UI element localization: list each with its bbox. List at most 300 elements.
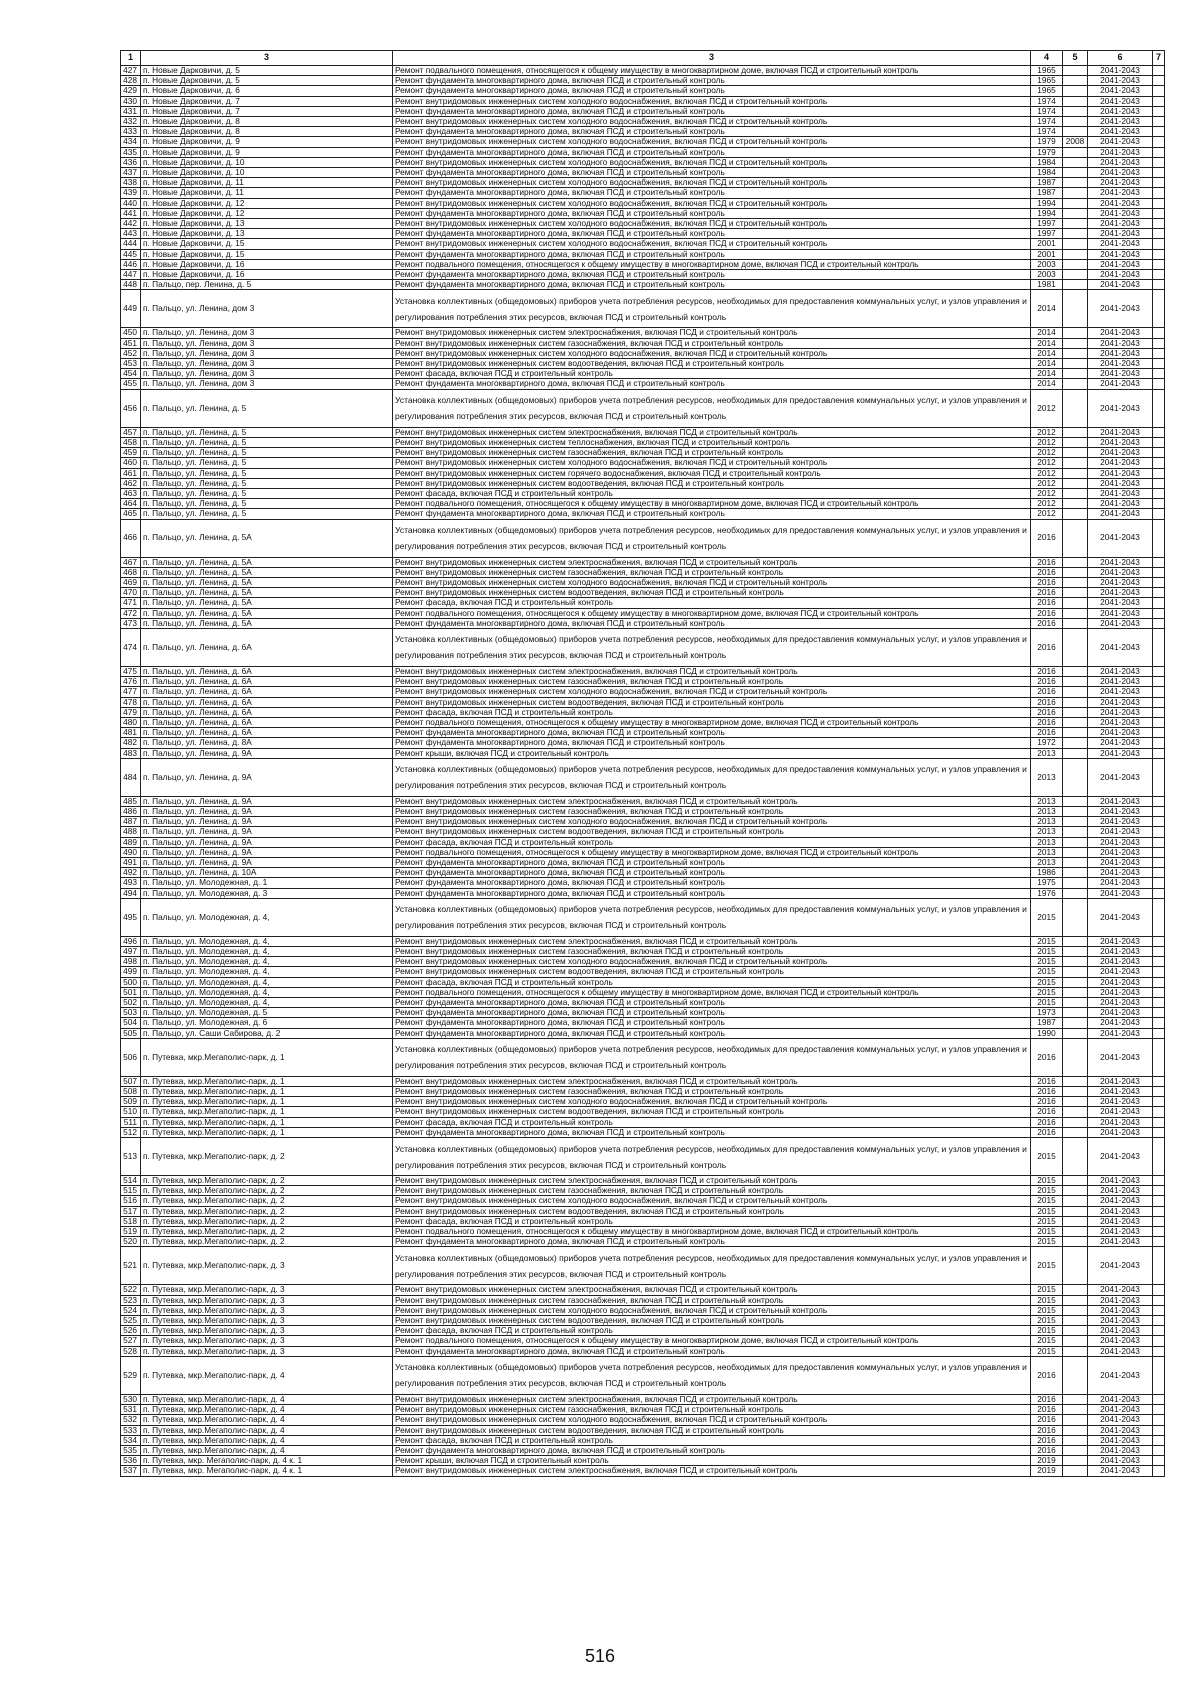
- address-cell: п. Новые Дарковичи, д. 9: [141, 137, 393, 147]
- address-cell: п. Пальцо, ул. Ленина, д. 5: [141, 448, 393, 458]
- table-row: [121, 147, 1165, 157]
- planned-period-cell: 2041-2043: [1088, 117, 1153, 127]
- year-repaired-cell: [1063, 359, 1088, 369]
- planned-period-cell: 2041-2043: [1088, 677, 1153, 687]
- table-row: [121, 437, 1165, 447]
- extra-cell: [1153, 677, 1165, 687]
- planned-period-cell: 2041-2043: [1088, 936, 1153, 946]
- work-type-cell: Ремонт фундамента многоквартирного дома, включая ПСД и строительный контроль: [393, 1008, 1031, 1018]
- row-number: 461: [121, 468, 141, 478]
- row-number: 524: [121, 1305, 141, 1315]
- year-built-cell: 2012: [1031, 478, 1063, 488]
- address-cell: п. Пальцо, ул. Саши Сабирова, д. 2: [141, 1028, 393, 1038]
- work-type-cell: Ремонт внутридомовых инженерных систем электроснабжения, включая ПСД и строительный контроль: [393, 1176, 1031, 1186]
- extra-cell: [1153, 290, 1165, 328]
- col-header-extra: 7: [1153, 51, 1165, 66]
- row-number: 483: [121, 748, 141, 758]
- table-row: [121, 577, 1165, 587]
- planned-period-cell: 2041-2043: [1088, 1206, 1153, 1216]
- row-number: 506: [121, 1038, 141, 1076]
- table-row: [121, 697, 1165, 707]
- planned-period-cell: 2041-2043: [1088, 458, 1153, 468]
- work-type-cell: Ремонт фасада, включая ПСД и строительный контроль: [393, 1326, 1031, 1336]
- year-repaired-cell: [1063, 577, 1088, 587]
- table-row: [121, 178, 1165, 188]
- year-repaired-cell: [1063, 509, 1088, 519]
- address-cell: п. Новые Дарковичи, д. 8: [141, 117, 393, 127]
- year-built-cell: 1979: [1031, 147, 1063, 157]
- row-number: 468: [121, 567, 141, 577]
- address-cell: п. Новые Дарковичи, д. 15: [141, 249, 393, 259]
- year-repaired-cell: [1063, 448, 1088, 458]
- work-type-cell: Ремонт фундамента многоквартирного дома, включая ПСД и строительный контроль: [393, 270, 1031, 280]
- work-type-cell: Ремонт внутридомовых инженерных систем электроснабжения, включая ПСД и строительный контроль: [393, 1076, 1031, 1086]
- extra-cell: [1153, 499, 1165, 509]
- address-cell: п. Путевка, мкр. Мегаполис-парк, д. 4 к. 1: [141, 1466, 393, 1476]
- row-number: 449: [121, 290, 141, 328]
- row-number: 442: [121, 219, 141, 229]
- row-number: 494: [121, 888, 141, 898]
- extra-cell: [1153, 488, 1165, 498]
- table-row: [121, 106, 1165, 116]
- year-built-cell: 2012: [1031, 427, 1063, 437]
- extra-cell: [1153, 1295, 1165, 1305]
- year-built-cell: 2015: [1031, 1247, 1063, 1285]
- year-repaired-cell: [1063, 1117, 1088, 1127]
- row-number: 490: [121, 847, 141, 857]
- address-cell: п. Путевка, мкр.Мегаполис-парк, д. 4: [141, 1445, 393, 1455]
- address-cell: п. Пальцо, ул. Ленина, д. 10А: [141, 868, 393, 878]
- extra-cell: [1153, 239, 1165, 249]
- year-built-cell: 2015: [1031, 898, 1063, 936]
- year-repaired-cell: [1063, 1127, 1088, 1137]
- year-repaired-cell: [1063, 598, 1088, 608]
- work-type-cell: Установка коллективных (общедомовых) приборов учета потребления ресурсов, необходимых для предоставления коммунальных услуг, и узлов управления и регулирования потребления этих ресурсов, включая ПСД и строительный контроль: [393, 519, 1031, 557]
- address-cell: п. Путевка, мкр.Мегаполис-парк, д. 1: [141, 1117, 393, 1127]
- row-number: 493: [121, 878, 141, 888]
- row-number: 511: [121, 1117, 141, 1127]
- year-repaired-cell: 2008: [1063, 137, 1088, 147]
- extra-cell: [1153, 280, 1165, 290]
- planned-period-cell: 2041-2043: [1088, 817, 1153, 827]
- year-repaired-cell: [1063, 437, 1088, 447]
- year-built-cell: 1974: [1031, 117, 1063, 127]
- year-repaired-cell: [1063, 178, 1088, 188]
- table-row: [121, 957, 1165, 967]
- work-type-cell: Ремонт внутридомовых инженерных систем газоснабжения, включая ПСД и строительный контроль: [393, 567, 1031, 577]
- work-type-cell: Ремонт фундамента многоквартирного дома, включая ПСД и строительный контроль: [393, 106, 1031, 116]
- year-repaired-cell: [1063, 738, 1088, 748]
- planned-period-cell: 2041-2043: [1088, 697, 1153, 707]
- year-repaired-cell: [1063, 1425, 1088, 1435]
- work-type-cell: Ремонт фундамента многоквартирного дома, включая ПСД и строительный контроль: [393, 1445, 1031, 1455]
- extra-cell: [1153, 837, 1165, 847]
- table-row: [121, 157, 1165, 167]
- year-built-cell: 2016: [1031, 717, 1063, 727]
- address-cell: п. Путевка, мкр.Мегаполис-парк, д. 2: [141, 1176, 393, 1186]
- extra-cell: [1153, 1305, 1165, 1315]
- planned-period-cell: 2041-2043: [1088, 847, 1153, 857]
- row-number: 517: [121, 1206, 141, 1216]
- address-cell: п. Путевка, мкр.Мегаполис-парк, д. 3: [141, 1336, 393, 1346]
- row-number: 451: [121, 338, 141, 348]
- extra-cell: [1153, 328, 1165, 338]
- row-number: 443: [121, 229, 141, 239]
- address-cell: п. Пальцо, ул. Молодежная, д. 4,: [141, 998, 393, 1008]
- year-repaired-cell: [1063, 1028, 1088, 1038]
- work-type-cell: Ремонт внутридомовых инженерных систем газоснабжения, включая ПСД и строительный контроль: [393, 1295, 1031, 1305]
- table-row: [121, 888, 1165, 898]
- address-cell: п. Новые Дарковичи, д. 9: [141, 147, 393, 157]
- address-cell: п. Пальцо, ул. Ленина, дом 3: [141, 290, 393, 328]
- work-type-cell: Ремонт фундамента многоквартирного дома, включая ПСД и строительный контроль: [393, 86, 1031, 96]
- year-repaired-cell: [1063, 198, 1088, 208]
- work-type-cell: Ремонт внутридомовых инженерных систем холодного водоснабжения, включая ПСД и строительный контроль: [393, 198, 1031, 208]
- table-row: [121, 280, 1165, 290]
- extra-cell: [1153, 1206, 1165, 1216]
- work-type-cell: Ремонт внутридомовых инженерных систем холодного водоснабжения, включая ПСД и строительный контроль: [393, 577, 1031, 587]
- year-built-cell: 2019: [1031, 1466, 1063, 1476]
- year-repaired-cell: [1063, 748, 1088, 758]
- extra-cell: [1153, 1227, 1165, 1237]
- work-type-cell: Ремонт фундамента многоквартирного дома, включая ПСД и строительный контроль: [393, 1028, 1031, 1038]
- year-built-cell: 2012: [1031, 448, 1063, 458]
- work-type-cell: Ремонт фундамента многоквартирного дома, включая ПСД и строительный контроль: [393, 857, 1031, 867]
- extra-cell: [1153, 1196, 1165, 1206]
- work-type-cell: Ремонт внутридомовых инженерных систем холодного водоснабжения, включая ПСД и строительный контроль: [393, 219, 1031, 229]
- year-built-cell: 1984: [1031, 168, 1063, 178]
- row-number: 457: [121, 427, 141, 437]
- address-cell: п. Пальцо, ул. Ленина, д. 9А: [141, 857, 393, 867]
- planned-period-cell: 2041-2043: [1088, 280, 1153, 290]
- year-built-cell: 2016: [1031, 677, 1063, 687]
- row-number: 450: [121, 328, 141, 338]
- year-repaired-cell: [1063, 147, 1088, 157]
- table-row: [121, 219, 1165, 229]
- year-built-cell: 2016: [1031, 567, 1063, 577]
- row-number: 454: [121, 369, 141, 379]
- planned-period-cell: 2041-2043: [1088, 188, 1153, 198]
- row-number: 445: [121, 249, 141, 259]
- row-number: 523: [121, 1295, 141, 1305]
- work-type-cell: Ремонт внутридомовых инженерных систем холодного водоснабжения, включая ПСД и строительный контроль: [393, 137, 1031, 147]
- table-row: [121, 837, 1165, 847]
- address-cell: п. Пальцо, ул. Ленина, д. 5: [141, 468, 393, 478]
- year-built-cell: 1979: [1031, 137, 1063, 147]
- planned-period-cell: 2041-2043: [1088, 717, 1153, 727]
- year-repaired-cell: [1063, 608, 1088, 618]
- extra-cell: [1153, 618, 1165, 628]
- year-repaired-cell: [1063, 168, 1088, 178]
- year-built-cell: 2014: [1031, 338, 1063, 348]
- work-type-cell: Установка коллективных (общедомовых) приборов учета потребления ресурсов, необходимых для предоставления коммунальных услуг, и узлов управления и регулирования потребления этих ресурсов, включая ПСД и строительный контроль: [393, 1247, 1031, 1285]
- work-type-cell: Ремонт внутридомовых инженерных систем водоотведения, включая ПСД и строительный контроль: [393, 478, 1031, 488]
- planned-period-cell: 2041-2043: [1088, 557, 1153, 567]
- year-repaired-cell: [1063, 488, 1088, 498]
- extra-cell: [1153, 717, 1165, 727]
- address-cell: п. Пальцо, ул. Ленина, д. 6А: [141, 697, 393, 707]
- extra-cell: [1153, 957, 1165, 967]
- year-built-cell: 2016: [1031, 1097, 1063, 1107]
- planned-period-cell: 2041-2043: [1088, 967, 1153, 977]
- table-row: [121, 478, 1165, 488]
- year-repaired-cell: [1063, 1247, 1088, 1285]
- address-cell: п. Пальцо, пер. Ленина, д. 5: [141, 280, 393, 290]
- table-row: [121, 796, 1165, 806]
- planned-period-cell: 2041-2043: [1088, 96, 1153, 106]
- year-built-cell: 2016: [1031, 728, 1063, 738]
- year-built-cell: 2015: [1031, 998, 1063, 1008]
- year-repaired-cell: [1063, 567, 1088, 577]
- year-repaired-cell: [1063, 106, 1088, 116]
- year-built-cell: 2013: [1031, 806, 1063, 816]
- work-type-cell: Ремонт внутридомовых инженерных систем холодного водоснабжения, включая ПСД и строительный контроль: [393, 1305, 1031, 1315]
- planned-period-cell: 2041-2043: [1088, 1445, 1153, 1455]
- address-cell: п. Путевка, мкр.Мегаполис-парк, д. 3: [141, 1326, 393, 1336]
- extra-cell: [1153, 259, 1165, 269]
- row-number: 486: [121, 806, 141, 816]
- work-type-cell: Ремонт внутридомовых инженерных систем холодного водоснабжения, включая ПСД и строительный контроль: [393, 96, 1031, 106]
- extra-cell: [1153, 567, 1165, 577]
- table-row: [121, 717, 1165, 727]
- year-repaired-cell: [1063, 977, 1088, 987]
- address-cell: п. Пальцо, ул. Ленина, д. 6А: [141, 666, 393, 676]
- planned-period-cell: 2041-2043: [1088, 666, 1153, 676]
- row-number: 464: [121, 499, 141, 509]
- table-row: [121, 369, 1165, 379]
- year-repaired-cell: [1063, 898, 1088, 936]
- row-number: 458: [121, 437, 141, 447]
- work-type-cell: Установка коллективных (общедомовых) приборов учета потребления ресурсов, необходимых для предоставления коммунальных услуг, и узлов управления и регулирования потребления этих ресурсов, включая ПСД и строительный контроль: [393, 290, 1031, 328]
- planned-period-cell: 2041-2043: [1088, 1466, 1153, 1476]
- row-number: 534: [121, 1435, 141, 1445]
- address-cell: п. Пальцо, ул. Молодежная, д. 4,: [141, 977, 393, 987]
- address-cell: п. Пальцо, ул. Молодежная, д. 1: [141, 878, 393, 888]
- address-cell: п. Пальцо, ул. Ленина, д. 9А: [141, 748, 393, 758]
- table-row: [121, 998, 1165, 1008]
- year-repaired-cell: [1063, 1227, 1088, 1237]
- row-number: 480: [121, 717, 141, 727]
- address-cell: п. Путевка, мкр.Мегаполис-парк, д. 2: [141, 1138, 393, 1176]
- planned-period-cell: 2041-2043: [1088, 468, 1153, 478]
- year-repaired-cell: [1063, 827, 1088, 837]
- address-cell: п. Пальцо, ул. Ленина, д. 5А: [141, 618, 393, 628]
- table-row: [121, 1415, 1165, 1425]
- table-row: [121, 967, 1165, 977]
- year-repaired-cell: [1063, 987, 1088, 997]
- table-row: [121, 1076, 1165, 1086]
- year-built-cell: 1997: [1031, 229, 1063, 239]
- address-cell: п. Пальцо, ул. Молодежная, д. 4,: [141, 967, 393, 977]
- year-repaired-cell: [1063, 117, 1088, 127]
- work-type-cell: Ремонт внутридомовых инженерных систем холодного водоснабжения, включая ПСД и строительный контроль: [393, 687, 1031, 697]
- row-number: 521: [121, 1247, 141, 1285]
- year-built-cell: 2012: [1031, 437, 1063, 447]
- extra-cell: [1153, 1076, 1165, 1086]
- address-cell: п. Путевка, мкр.Мегаполис-парк, д. 2: [141, 1227, 393, 1237]
- table-row: [121, 588, 1165, 598]
- year-repaired-cell: [1063, 868, 1088, 878]
- extra-cell: [1153, 1394, 1165, 1404]
- planned-period-cell: 2041-2043: [1088, 1028, 1153, 1038]
- year-repaired-cell: [1063, 1356, 1088, 1394]
- year-repaired-cell: [1063, 379, 1088, 389]
- address-cell: п. Пальцо, ул. Молодежная, д. 4,: [141, 987, 393, 997]
- year-built-cell: 2016: [1031, 588, 1063, 598]
- extra-cell: [1153, 1336, 1165, 1346]
- address-cell: п. Новые Дарковичи, д. 11: [141, 178, 393, 188]
- work-type-cell: Ремонт внутридомовых инженерных систем теплоснабжения, включая ПСД и строительный контроль: [393, 437, 1031, 447]
- table-row: [121, 1008, 1165, 1018]
- planned-period-cell: 2041-2043: [1088, 290, 1153, 328]
- table-row: [121, 86, 1165, 96]
- extra-cell: [1153, 748, 1165, 758]
- planned-period-cell: 2041-2043: [1088, 628, 1153, 666]
- planned-period-cell: 2041-2043: [1088, 488, 1153, 498]
- work-type-cell: Ремонт внутридомовых инженерных систем электроснабжения, включая ПСД и строительный контроль: [393, 666, 1031, 676]
- row-number: 522: [121, 1285, 141, 1295]
- year-repaired-cell: [1063, 697, 1088, 707]
- address-cell: п. Пальцо, ул. Ленина, д. 5А: [141, 567, 393, 577]
- year-built-cell: 1974: [1031, 106, 1063, 116]
- extra-cell: [1153, 448, 1165, 458]
- year-built-cell: 1987: [1031, 178, 1063, 188]
- table-row: [121, 847, 1165, 857]
- work-type-cell: Ремонт внутридомовых инженерных систем водоотведения, включая ПСД и строительный контроль: [393, 588, 1031, 598]
- year-built-cell: 2016: [1031, 618, 1063, 628]
- year-repaired-cell: [1063, 1394, 1088, 1404]
- year-built-cell: 2016: [1031, 1127, 1063, 1137]
- year-repaired-cell: [1063, 96, 1088, 106]
- address-cell: п. Пальцо, ул. Ленина, дом 3: [141, 369, 393, 379]
- table-row: [121, 666, 1165, 676]
- planned-period-cell: 2041-2043: [1088, 448, 1153, 458]
- extra-cell: [1153, 806, 1165, 816]
- extra-cell: [1153, 1247, 1165, 1285]
- row-number: 473: [121, 618, 141, 628]
- planned-period-cell: 2041-2043: [1088, 379, 1153, 389]
- address-cell: п. Пальцо, ул. Ленина, д. 6А: [141, 628, 393, 666]
- column-header-row: [121, 51, 1165, 66]
- row-number: 514: [121, 1176, 141, 1186]
- year-built-cell: 2016: [1031, 697, 1063, 707]
- year-repaired-cell: [1063, 86, 1088, 96]
- year-repaired-cell: [1063, 857, 1088, 867]
- table-row: [121, 96, 1165, 106]
- table-row: [121, 348, 1165, 358]
- work-type-cell: Ремонт внутридомовых инженерных систем водоотведения, включая ПСД и строительный контроль: [393, 967, 1031, 977]
- work-type-cell: Ремонт фундамента многоквартирного дома, включая ПСД и строительный контроль: [393, 229, 1031, 239]
- extra-cell: [1153, 1326, 1165, 1336]
- address-cell: п. Путевка, мкр.Мегаполис-парк, д. 1: [141, 1076, 393, 1086]
- extra-cell: [1153, 1466, 1165, 1476]
- table-row: [121, 947, 1165, 957]
- extra-cell: [1153, 208, 1165, 218]
- extra-cell: [1153, 178, 1165, 188]
- row-number: 499: [121, 967, 141, 977]
- work-type-cell: Ремонт фундамента многоквартирного дома, включая ПСД и строительный контроль: [393, 379, 1031, 389]
- year-built-cell: 2015: [1031, 1285, 1063, 1295]
- work-type-cell: Установка коллективных (общедомовых) приборов учета потребления ресурсов, необходимых для предоставления коммунальных услуг, и узлов управления и регулирования потребления этих ресурсов, включая ПСД и строительный контроль: [393, 1138, 1031, 1176]
- table-row: [121, 806, 1165, 816]
- address-cell: п. Путевка, мкр.Мегаполис-парк, д. 3: [141, 1247, 393, 1285]
- work-type-cell: Ремонт подвального помещения, относящегося к общему имуществу в многоквартирном доме, включая ПСД и строительный контроль: [393, 1227, 1031, 1237]
- table-row: [121, 1028, 1165, 1038]
- planned-period-cell: 2041-2043: [1088, 519, 1153, 557]
- year-built-cell: 1997: [1031, 219, 1063, 229]
- year-built-cell: 2016: [1031, 577, 1063, 587]
- work-type-cell: Ремонт фундамента многоквартирного дома, включая ПСД и строительный контроль: [393, 888, 1031, 898]
- extra-cell: [1153, 666, 1165, 676]
- table-row: [121, 1107, 1165, 1117]
- table-row: [121, 198, 1165, 208]
- extra-cell: [1153, 847, 1165, 857]
- year-built-cell: 2013: [1031, 847, 1063, 857]
- year-repaired-cell: [1063, 1466, 1088, 1476]
- year-built-cell: 1994: [1031, 208, 1063, 218]
- address-cell: п. Пальцо, ул. Ленина, д. 9А: [141, 827, 393, 837]
- year-built-cell: 2003: [1031, 259, 1063, 269]
- extra-cell: [1153, 198, 1165, 208]
- work-type-cell: Ремонт внутридомовых инженерных систем газоснабжения, включая ПСД и строительный контроль: [393, 338, 1031, 348]
- work-type-cell: Ремонт фундамента многоквартирного дома, включая ПСД и строительный контроль: [393, 208, 1031, 218]
- row-number: 437: [121, 168, 141, 178]
- planned-period-cell: 2041-2043: [1088, 369, 1153, 379]
- row-number: 470: [121, 588, 141, 598]
- year-repaired-cell: [1063, 280, 1088, 290]
- table-row: [121, 448, 1165, 458]
- address-cell: п. Пальцо, ул. Ленина, д. 5: [141, 488, 393, 498]
- planned-period-cell: 2041-2043: [1088, 198, 1153, 208]
- address-cell: п. Пальцо, ул. Ленина, д. 5: [141, 478, 393, 488]
- year-repaired-cell: [1063, 1295, 1088, 1305]
- row-number: 438: [121, 178, 141, 188]
- address-cell: п. Новые Дарковичи, д. 7: [141, 96, 393, 106]
- work-type-cell: Ремонт внутридомовых инженерных систем холодного водоснабжения, включая ПСД и строительный контроль: [393, 117, 1031, 127]
- work-type-cell: Ремонт фундамента многоквартирного дома, включая ПСД и строительный контроль: [393, 168, 1031, 178]
- address-cell: п. Пальцо, ул. Ленина, д. 5А: [141, 598, 393, 608]
- table-row: [121, 936, 1165, 946]
- row-number: 471: [121, 598, 141, 608]
- address-cell: п. Пальцо, ул. Ленина, д. 6А: [141, 687, 393, 697]
- year-repaired-cell: [1063, 628, 1088, 666]
- year-built-cell: 2015: [1031, 1216, 1063, 1226]
- extra-cell: [1153, 967, 1165, 977]
- year-built-cell: 2015: [1031, 987, 1063, 997]
- table-row: [121, 1196, 1165, 1206]
- year-repaired-cell: [1063, 1176, 1088, 1186]
- table-row: [121, 618, 1165, 628]
- year-repaired-cell: [1063, 270, 1088, 280]
- year-repaired-cell: [1063, 796, 1088, 806]
- planned-period-cell: 2041-2043: [1088, 509, 1153, 519]
- table-row: [121, 707, 1165, 717]
- extra-cell: [1153, 1018, 1165, 1028]
- extra-cell: [1153, 96, 1165, 106]
- work-type-cell: Ремонт внутридомовых инженерных систем холодного водоснабжения, включая ПСД и строительный контроль: [393, 458, 1031, 468]
- planned-period-cell: 2041-2043: [1088, 687, 1153, 697]
- year-built-cell: 1974: [1031, 127, 1063, 137]
- year-repaired-cell: [1063, 1405, 1088, 1415]
- year-built-cell: 1987: [1031, 188, 1063, 198]
- extra-cell: [1153, 1097, 1165, 1107]
- address-cell: п. Путевка, мкр. Мегаполис-парк, д. 4 к. 1: [141, 1456, 393, 1466]
- work-type-cell: Ремонт фундамента многоквартирного дома, включая ПСД и строительный контроль: [393, 1237, 1031, 1247]
- extra-cell: [1153, 458, 1165, 468]
- year-repaired-cell: [1063, 888, 1088, 898]
- work-type-cell: Ремонт внутридомовых инженерных систем холодного водоснабжения, включая ПСД и строительный контроль: [393, 1097, 1031, 1107]
- row-number: 488: [121, 827, 141, 837]
